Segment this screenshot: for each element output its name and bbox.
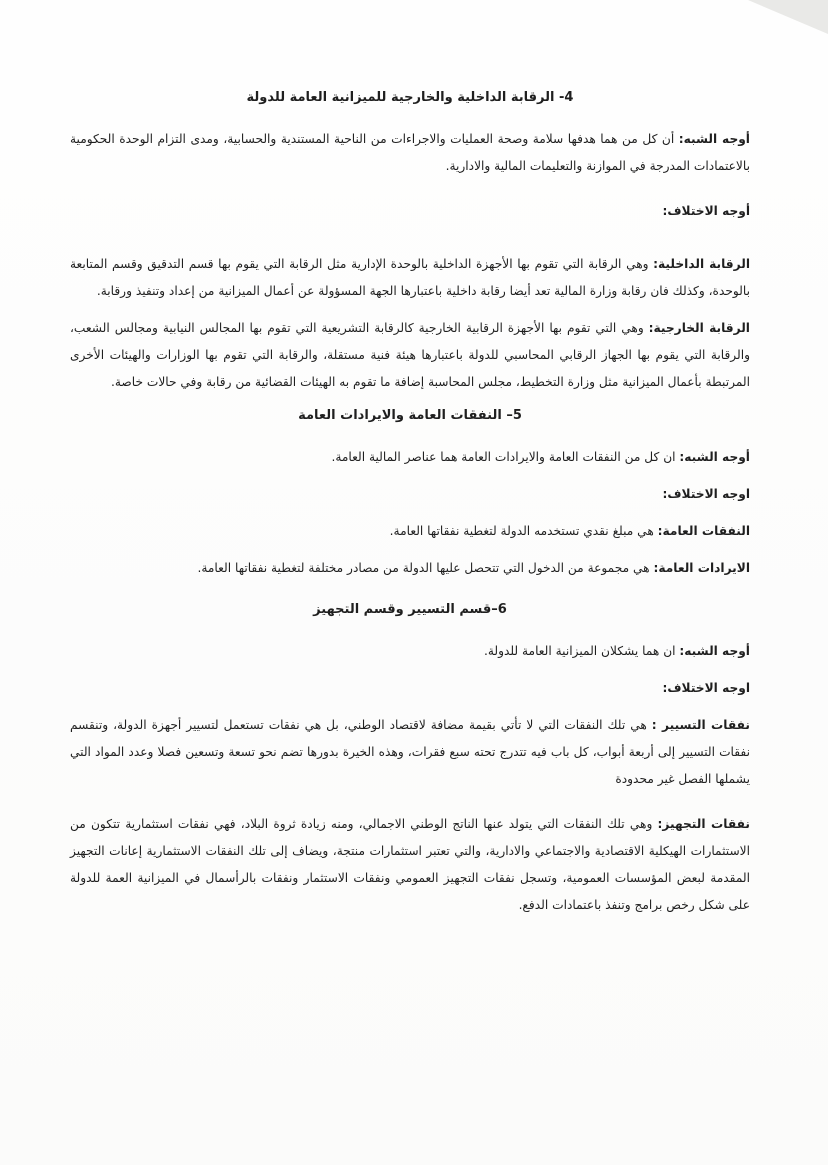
external-audit-text: وهي التي تقوم بها الأجهزة الرقابية الخارجية كالرقابة التشريعية التي تقوم بها المجالس النيابية ومجالس الشعب، والرقابة التي يقوم بها الجهاز الرقابي المحاسبي للدولة باعتبارها هيئة فنية مستقلة، والرقابة التي تقوم بها الوزارات والهيئات الأخرى المرتبطة بأعمال الميزانية مثل وزارة التخطيط، مجلس المحاسبة إضافة ما تقوم به الهيئات القضائية من رقابة وفي حالات خاصة. — [70, 321, 750, 389]
public-expenses-paragraph — [70, 518, 750, 545]
operating-expenses-paragraph — [70, 712, 750, 793]
operating-expenses-label: نفقات التسيير : — [651, 718, 750, 732]
operating-expenses-text: هي تلك النفقات التي لا تأتي بقيمة مضافة لاقتصاد الوطني، بل هي نفقات تستعمل لتسيير أجهزة الدولة، وتنقسم نفقات التسيير إلى أربعة أبواب، كل باب فيه تتدرج تحته سبع فقرات، وهذه الخيرة بدورها تضم نحو تسعة وتسعين فصلا وعدد المواد التي يشملها الفصل غير محدودة — [70, 718, 750, 786]
similarity-label: أوجه الشبه: — [679, 644, 750, 658]
public-expenses-label: النفقات العامة: — [657, 524, 750, 538]
similarity-text: ان كل من النفقات العامة والايرادات العامة هما عناصر المالية العامة. — [331, 450, 680, 464]
public-revenues-paragraph — [70, 555, 750, 582]
difference-label: اوجه الاختلاف: — [662, 681, 750, 695]
section-4-similarity — [70, 126, 750, 180]
similarity-label: أوجه الشبه: — [678, 132, 750, 146]
equipment-expenses-label: نفقات التجهيز: — [657, 817, 750, 831]
section-5-similarity — [70, 444, 750, 471]
section-5-title: 5– النفقات العامة والايرادات العامة — [298, 408, 522, 423]
difference-label: اوجه الاختلاف: — [662, 487, 750, 501]
page-corner-fold — [748, 0, 828, 34]
section-6-difference-heading — [70, 675, 750, 702]
public-revenues-text: هي مجموعة من الدخول التي تتحصل عليها الدولة من مصادر مختلفة لتغطية نفقاتها العامة. — [197, 561, 654, 575]
similarity-text: أن كل من هما هدفها سلامة وصحة العمليات والاجراءات من الناحية المستندية والحسابية، ومدى التزام الوحدة الحكومية بالاعتمادات المدرجة في الموازنة والتعليمات المالية والادارية. — [70, 132, 750, 173]
similarity-text: ان هما يشكلان الميزانية العامة للدولة. — [483, 644, 680, 658]
internal-audit-label: الرقابة الداخلية: — [653, 257, 750, 271]
section-6-similarity — [70, 638, 750, 665]
section-4-title: 4- الرقابة الداخلية والخارجية للميزانية العامة للدولة — [246, 90, 574, 105]
difference-label: أوجه الاختلاف: — [662, 204, 750, 218]
section-5-difference-heading — [70, 481, 750, 508]
equipment-expenses-text: وهي تلك النفقات التي يتولد عنها الناتج الوطني الاجمالي، ومنه زيادة ثروة البلاد، فهي نفقات استثمارية تتكون من الاستثمارات الهيكلية الاقتصادية والاجتماعي والادارية، والتي تعتبر استثمارات منتجة، ويضاف إلى تلك النفقات الاستثمارية إعانات التجهيز المقدمة لبعض المؤسسات العمومية، وتسجل نفقات التجهيز العمومي ونفقات الاستثمار ونفقات بالرأسمال في الميزانية العمة للدولة على شكل رخص برامج وتنفذ باعتمادات الدفع. — [70, 817, 750, 912]
document-body — [70, 88, 750, 919]
internal-audit-paragraph — [70, 251, 750, 305]
similarity-label: أوجه الشبه: — [679, 450, 750, 464]
public-expenses-text: هي مبلغ نقدي تستخدمه الدولة لتغطية نفقاتها العامة. — [389, 524, 658, 538]
section-6-title: 6–قسم التسيير وقسم التجهيز — [313, 602, 507, 617]
external-audit-label: الرقابة الخارجية: — [648, 321, 750, 335]
internal-audit-text: وهي الرقابة التي تقوم بها الأجهزة الداخلية بالوحدة الإدارية مثل الرقابة التي يقوم بها قسم التدقيق وقسم المتابعة بالوحدة، وكذلك فان رقابة وزارة المالية تعد أيضا رقابة داخلية باعتبارها الجهة المسؤولة عن أعمال الميزانية من إعداد وتنفيذ ورقابة. — [70, 257, 750, 298]
external-audit-paragraph — [70, 315, 750, 396]
equipment-expenses-paragraph — [70, 811, 750, 919]
public-revenues-label: الايرادات العامة: — [653, 561, 750, 575]
section-4-difference-heading — [70, 198, 750, 225]
